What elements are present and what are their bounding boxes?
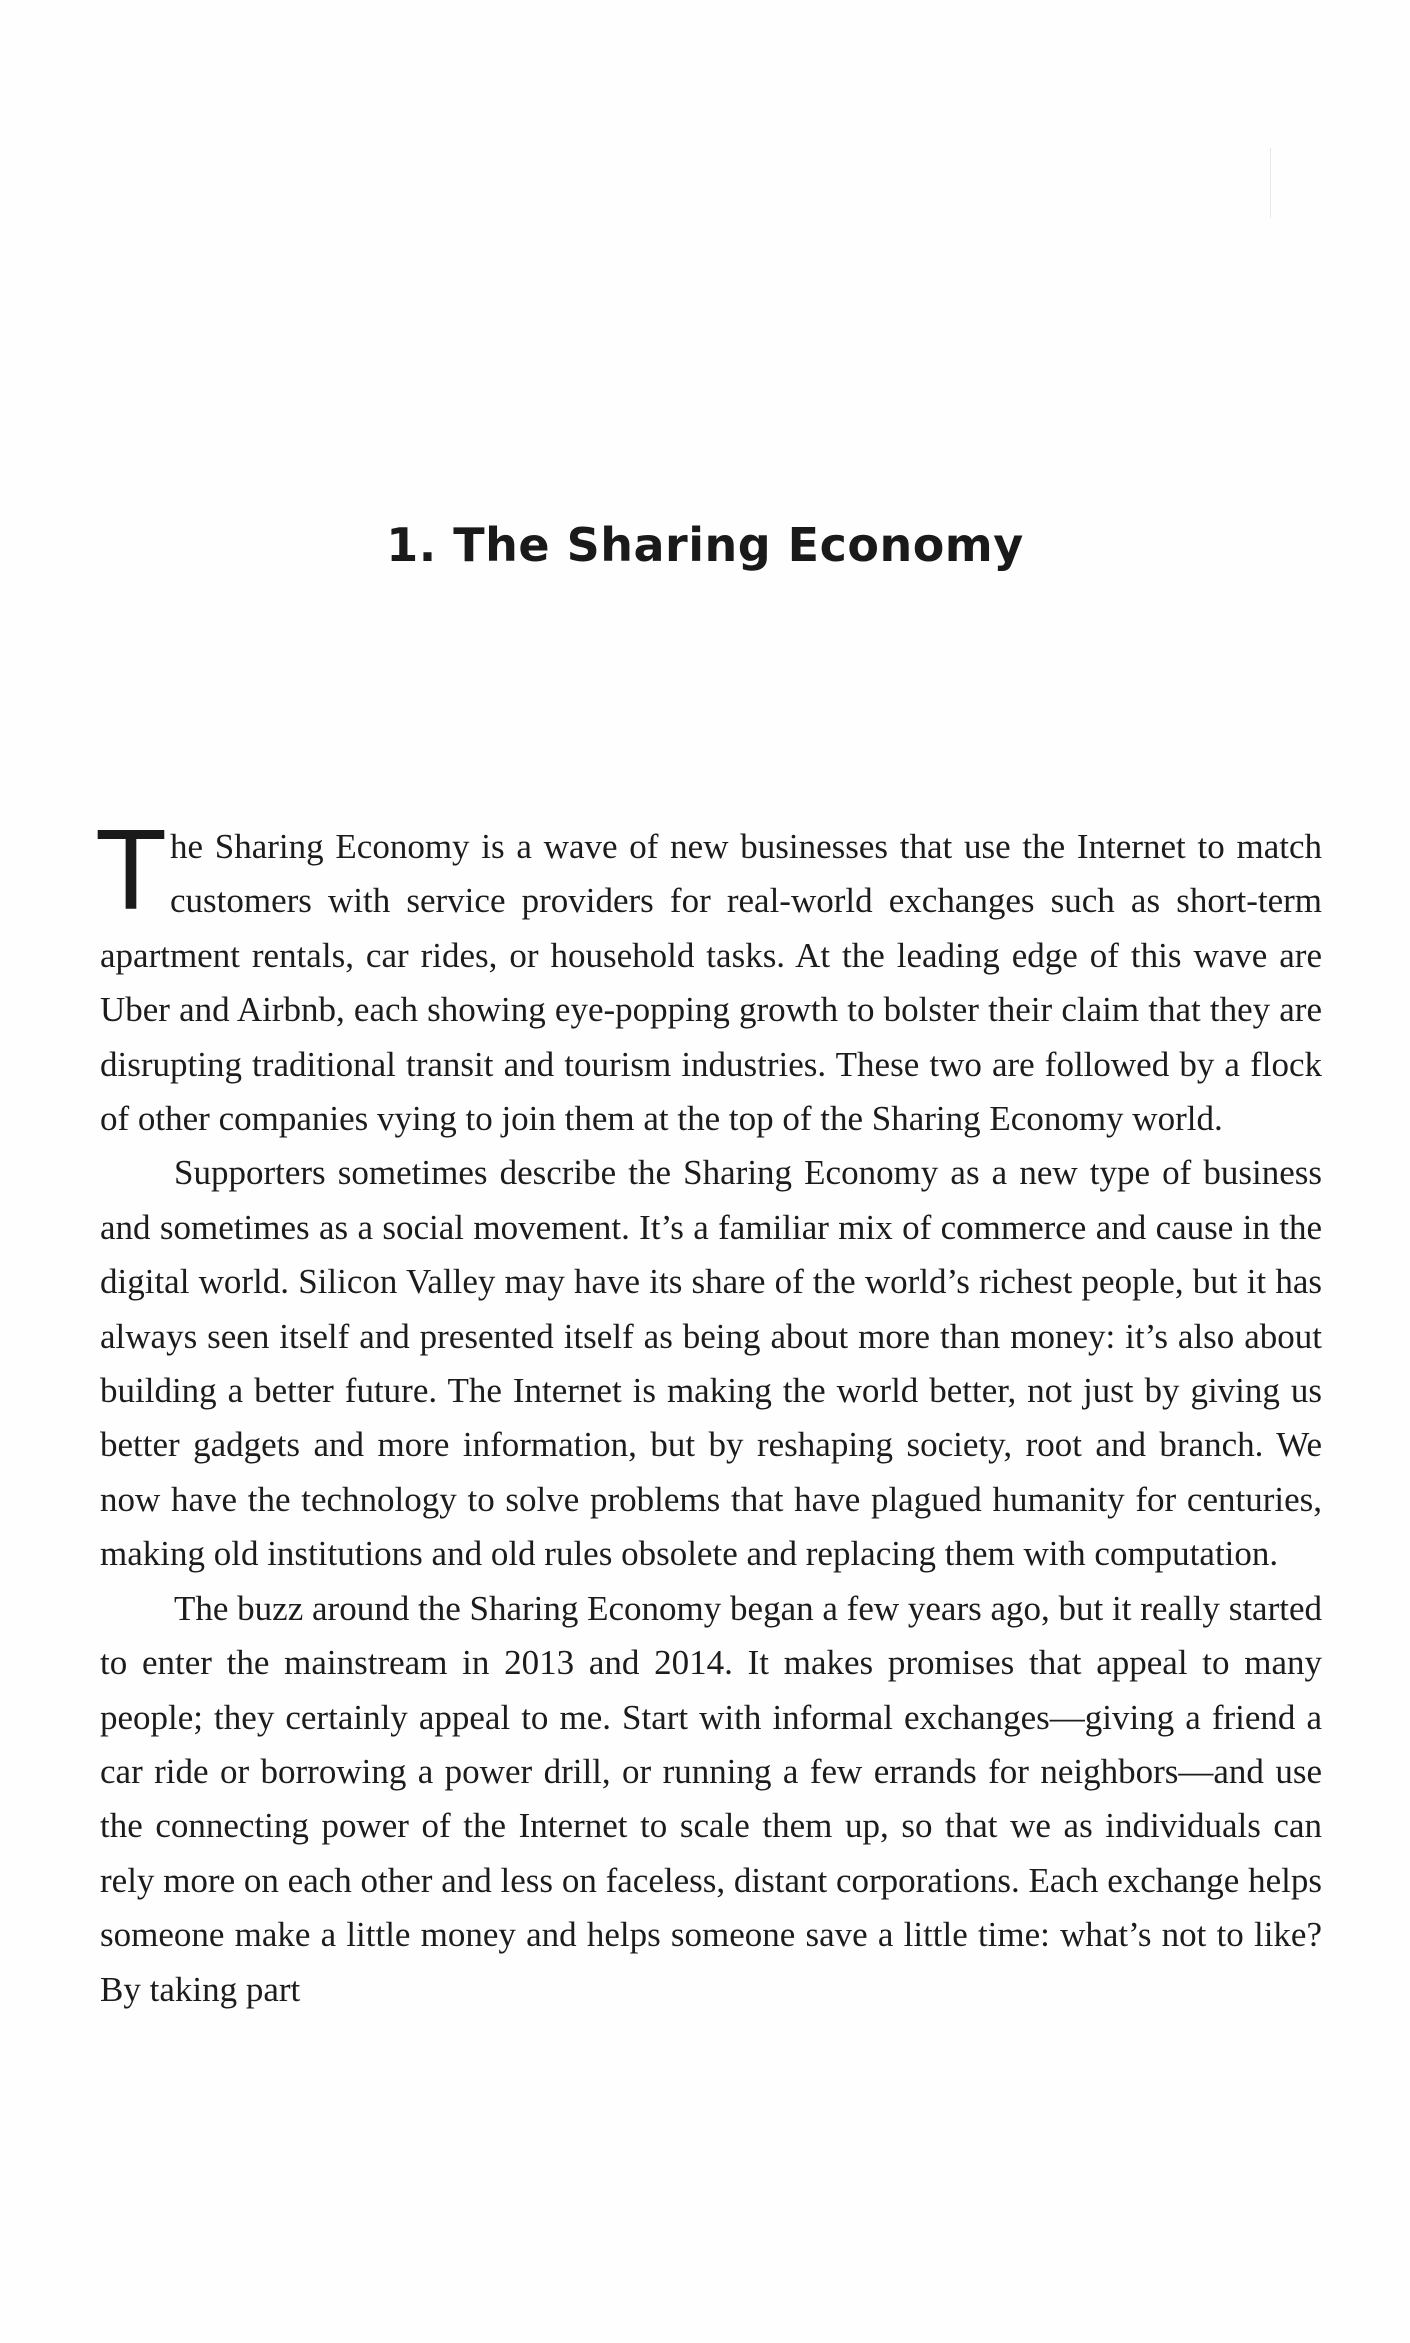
paragraph-1-text: he Sharing Economy is a wave of new businesses that use the Internet to match customers with service providers for real-world exchanges such as short-term apartment rentals, car rides, or household tasks. At the leading edge of this wave are Uber and Airbnb, each showing eye-popping growth to bolster their claim that they are disrupting traditional transit and tourism industries. These two are followed by a flock of other companies vying to join them at the top of the Sharing Economy world. [100, 827, 1322, 1139]
chapter-body [98, 810, 1322, 2017]
paragraph-2: Supporters sometimes describe the Sharing Economy as a new type of business and sometimes as a social movement. It’s a familiar mix of commerce and cause in the digital world. Silicon Valley may have its share of the world’s richest people, but it has always seen itself and presented itself as being about more than money: it’s also about building a better future. The Internet is making the world better, not just by giving us better gadgets and more information, but by reshaping society, root and branch. We now have the technology to solve problems that have plagued humanity for centuries, making old institutions and old rules obsolete and replacing them with computation. [100, 1153, 1322, 1574]
paragraph-1 [98, 810, 1322, 1146]
scan-artifact-line [1270, 148, 1271, 218]
drop-cap: T [98, 810, 164, 935]
paragraph-3: The buzz around the Sharing Economy began a few years ago, but it really started to enter the mainstream in 2013 and 2014. It makes promises that appeal to many people; they certainly appeal to me. Start with informal exchanges—giving a friend a car ride or borrowing a power drill, or running a few errands for neighbors—and use the connecting power of the Internet to scale them up, so that we as individuals can rely more on each other and less on faceless, distant corporations. Each exchange helps someone make a little money and helps someone save a little time: what’s not to like? By taking part [100, 1588, 1322, 2009]
chapter-title: 1. The Sharing Economy [386, 518, 1024, 572]
